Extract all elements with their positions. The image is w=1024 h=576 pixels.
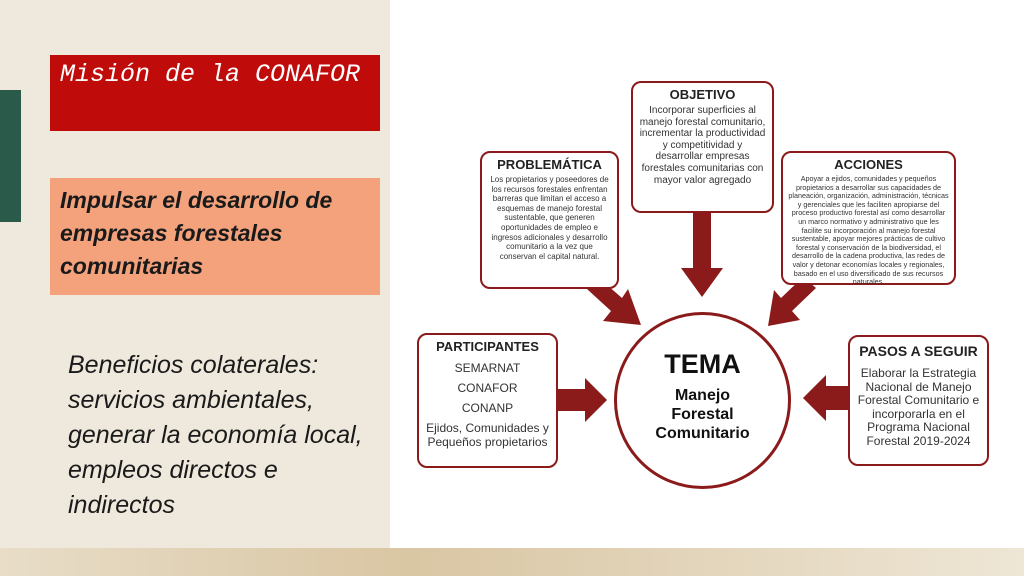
objetivo-node: [631, 81, 774, 213]
problematica-node: [480, 151, 619, 289]
participante-item: Ejidos, Comunidades y Pequeños propietarios: [426, 421, 549, 449]
pasos-body: Elaborar la Estrategia Nacional de Manejo Forestal Comunitario e incorporarla en el Programa Nacional Forestal 2019-2024: [857, 366, 980, 448]
tema-subtitle: Manejo Forestal Comunitario: [655, 387, 750, 442]
problematica-body: Los propietarios y poseedores de los recursos forestales enfrentan barreras que limitan el acceso a esquemas de manejo forestal sustentable, que generen oportunidades de empleo e ingresos adicionales y desarrollo comunitario a la vez que conservan el capital natural.: [490, 175, 609, 261]
participante-item: CONANP: [461, 401, 514, 415]
participante-item: SEMARNAT: [454, 361, 521, 375]
participante-item: CONAFOR: [457, 381, 518, 395]
acciones-node: [781, 151, 956, 285]
pasos-title: PASOS A SEGUIR: [859, 343, 978, 359]
pasos-node: [848, 335, 989, 466]
acciones-title: ACCIONES: [834, 157, 903, 172]
beneficios-text: Beneficios colaterales: servicios ambientales, generar la economía local, empleos directos e indirectos: [68, 351, 363, 519]
impulsar-text: Impulsar el desarrollo de empresas forestales comunitarias: [60, 187, 333, 279]
objetivo-title: OBJETIVO: [669, 87, 736, 102]
arrow-objetivo: [681, 213, 723, 297]
tema-circle: [614, 312, 791, 489]
objetivo-body: Incorporar superficies al manejo forestal comunitario, incrementar la productividad y competitividad y desarrollar empresas forestales comunitarias con mayor valor agregado: [639, 105, 766, 186]
tema-title: TEMA: [664, 349, 741, 379]
participantes-node: [417, 333, 558, 468]
arrow-pasos: [803, 375, 848, 421]
mision-title: Misión de la CONAFOR: [60, 60, 361, 89]
acciones-body: Apoyar a ejidos, comunidades y pequeños propietarios a desarrollar sus capacidades de planeación, organización, administración, técnicas y gerenciales que les faciliten apropiarse del proceso productivo forestal así como desarrollar un marco normativo y administrativo que les facilite su incorporación al manejo forestal sustentable, apoyar mejores prácticas de cultivo forestal y conservación de la biodiversidad, el desarrollo de la cadena productiva, las redes de valor y detonar economías locales y regionales, basado en el uso diversificado de sus recursos naturales.: [788, 174, 949, 287]
arrow-participantes: [558, 378, 607, 422]
problematica-title: PROBLEMÁTICA: [497, 157, 602, 172]
participantes-title: PARTICIPANTES: [436, 339, 539, 354]
